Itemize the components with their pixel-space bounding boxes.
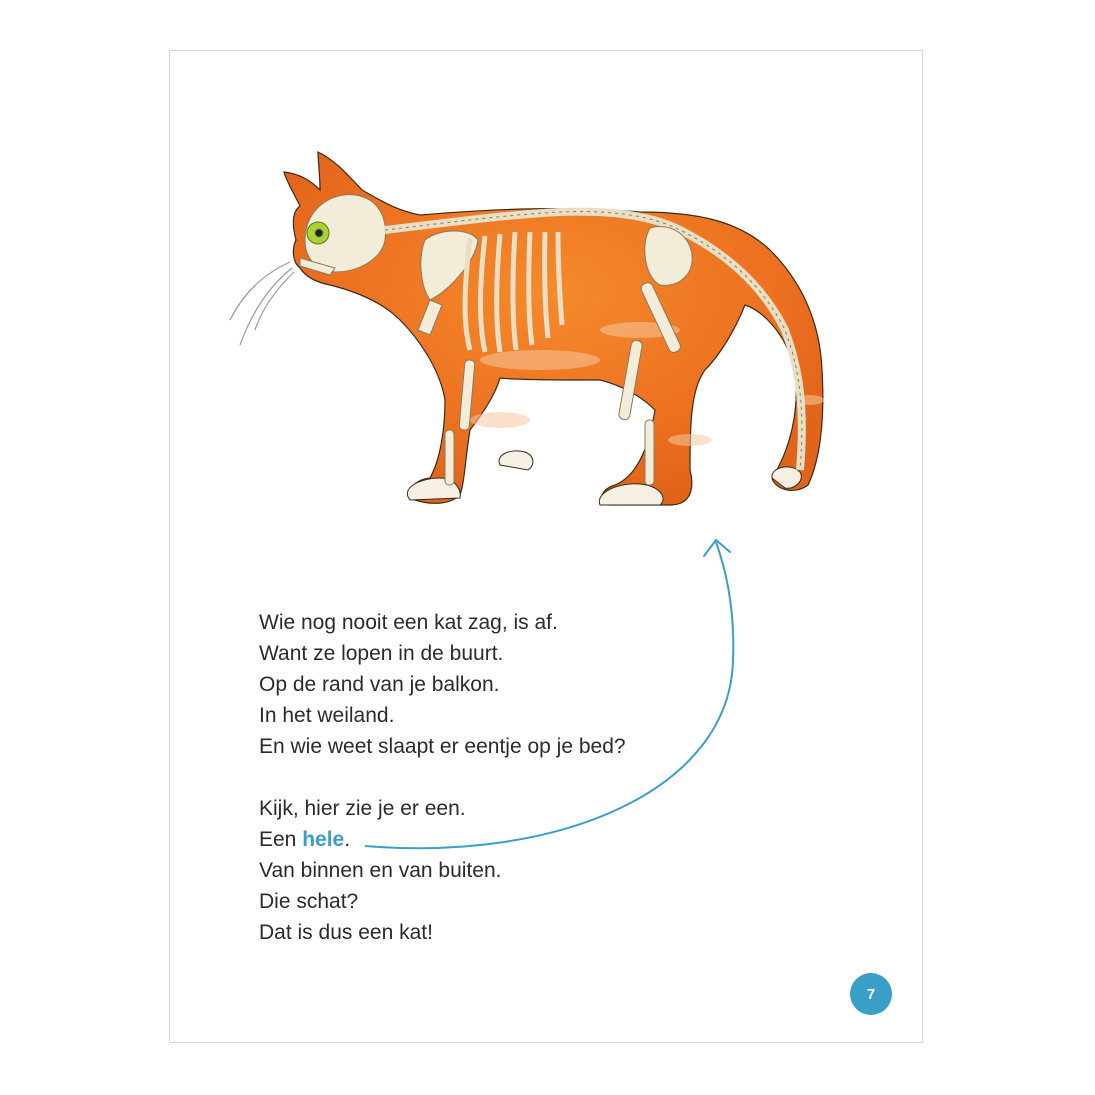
poem-line: Wie nog nooit een kat zag, is af.: [259, 611, 558, 634]
poem-line: En wie weet slaapt er eentje op je bed?: [259, 735, 626, 758]
poem-line: Op de rand van je balkon.: [259, 673, 500, 696]
stanza-gap: [259, 762, 759, 793]
poem-line: Die schat?: [259, 890, 359, 913]
line-suffix: .: [344, 828, 351, 851]
poem-line: Kijk, hier zie je er een.: [259, 797, 466, 820]
poem-line: Dat is dus een kat!: [259, 921, 433, 944]
line-prefix: Een: [259, 828, 303, 851]
poem-line: In het weiland.: [259, 704, 395, 727]
poem-line: Want ze lopen in de buurt.: [259, 642, 504, 665]
cat-skeleton-illustration: [220, 140, 860, 530]
highlight-word: hele: [302, 828, 345, 851]
whiskers: [230, 262, 294, 345]
poem-line-hele: [259, 824, 759, 855]
page-number-badge: 7: [850, 973, 892, 1015]
poem-line: Van binnen en van buiten.: [259, 859, 502, 882]
poem-text: [259, 607, 759, 948]
